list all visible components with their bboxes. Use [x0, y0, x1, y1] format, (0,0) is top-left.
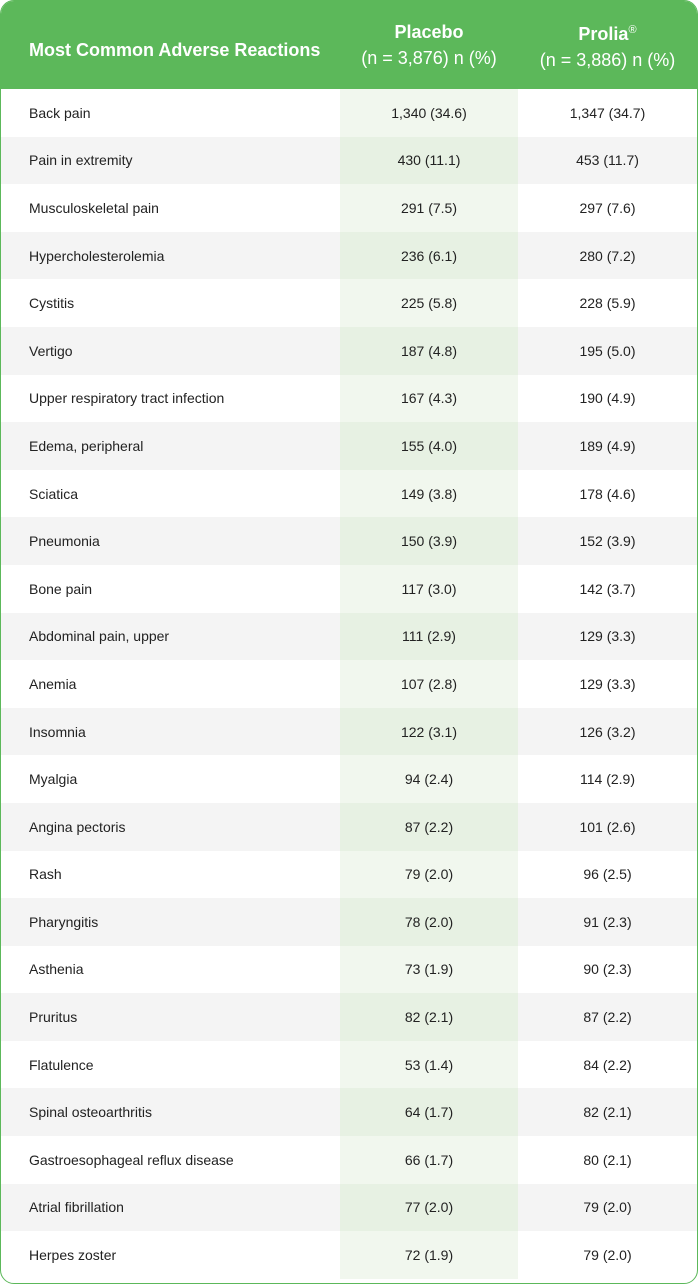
prolia-value: 129 (3.3) [579, 675, 636, 692]
prolia-value: 126 (3.2) [579, 723, 636, 740]
table-row [1, 1041, 697, 1089]
prolia-value: 189 (4.9) [579, 437, 636, 454]
reaction-label: Sciatica [29, 485, 79, 502]
reaction-label: Rash [29, 866, 62, 883]
prolia-value: 84 (2.2) [583, 1056, 632, 1073]
reaction-label: Vertigo [29, 342, 73, 359]
reaction-label: Myalgia [29, 771, 78, 788]
prolia-value: 178 (4.6) [579, 485, 636, 502]
reaction-label: Gastroesophageal reflux disease [29, 1151, 234, 1168]
table-row [1, 708, 697, 756]
reaction-label: Insomnia [29, 723, 86, 740]
table-row [1, 1184, 697, 1232]
reaction-label: Pruritus [29, 1009, 78, 1026]
header-prolia-title-wrap [578, 17, 636, 47]
reaction-label: Abdominal pain, upper [29, 628, 170, 645]
reaction-label: Musculoskeletal pain [29, 199, 159, 216]
placebo-value: 78 (2.0) [340, 898, 518, 946]
placebo-value: 150 (3.9) [340, 517, 518, 565]
prolia-value: 114 (2.9) [580, 771, 635, 788]
reaction-label: Pneumonia [29, 533, 100, 550]
placebo-value: 1,340 (34.6) [340, 89, 518, 137]
prolia-value: 96 (2.5) [583, 866, 632, 883]
placebo-value: 236 (6.1) [340, 232, 518, 280]
reaction-label: Asthenia [29, 961, 84, 978]
table-row [1, 851, 697, 899]
header-placebo-title: Placebo [394, 22, 464, 42]
placebo-value: 149 (3.8) [340, 470, 518, 518]
table-row [1, 279, 697, 327]
table-row [1, 803, 697, 851]
reaction-label: Upper respiratory tract infection [29, 390, 225, 407]
prolia-value: 90 (2.3) [583, 961, 632, 978]
placebo-value: 225 (5.8) [340, 279, 518, 327]
table-row [1, 613, 697, 661]
header-placebo-sub: (n = 3,876) n (%) [361, 48, 497, 68]
placebo-value: 111 (2.9) [340, 613, 518, 661]
reaction-label: Bone pain [29, 580, 93, 597]
table-row [1, 1088, 697, 1136]
table-row [1, 327, 697, 375]
prolia-value: 91 (2.3) [583, 913, 632, 930]
reaction-label: Pain in extremity [29, 152, 133, 169]
placebo-value: 73 (1.9) [340, 946, 518, 994]
table-row [1, 89, 697, 137]
table-body [1, 89, 697, 1279]
reaction-label: Pharyngitis [29, 913, 99, 930]
table-row [1, 137, 697, 185]
prolia-value: 228 (5.9) [579, 295, 636, 312]
header-placebo [340, 1, 518, 89]
header-prolia [518, 1, 697, 89]
placebo-value: 122 (3.1) [340, 708, 518, 756]
placebo-value: 87 (2.2) [340, 803, 518, 851]
registered-mark: ® [628, 24, 637, 36]
header-prolia-title: Prolia [578, 24, 629, 44]
prolia-value: 129 (3.3) [579, 628, 636, 645]
table-row [1, 898, 697, 946]
placebo-value: 187 (4.8) [340, 327, 518, 375]
placebo-value: 79 (2.0) [340, 851, 518, 899]
prolia-value: 101 (2.6) [579, 818, 636, 835]
table-row [1, 1231, 697, 1279]
placebo-value: 72 (1.9) [340, 1231, 518, 1279]
reaction-label: Flatulence [29, 1056, 94, 1073]
table-row [1, 946, 697, 994]
reaction-label: Herpes zoster [29, 1247, 117, 1264]
prolia-value: 87 (2.2) [583, 1009, 632, 1026]
prolia-value: 79 (2.0) [583, 1247, 632, 1264]
placebo-value: 53 (1.4) [340, 1041, 518, 1089]
placebo-value: 82 (2.1) [340, 993, 518, 1041]
reaction-label: Cystitis [29, 295, 75, 312]
table-row [1, 517, 697, 565]
table-row [1, 375, 697, 423]
table-row [1, 232, 697, 280]
reaction-label: Angina pectoris [29, 818, 126, 835]
placebo-value: 77 (2.0) [340, 1184, 518, 1232]
placebo-value: 430 (11.1) [340, 137, 518, 185]
placebo-value: 291 (7.5) [340, 184, 518, 232]
table-row [1, 660, 697, 708]
prolia-value: 453 (11.7) [576, 152, 639, 169]
table-row [1, 755, 697, 803]
prolia-value: 297 (7.6) [579, 199, 636, 216]
table-row [1, 184, 697, 232]
table-row [1, 993, 697, 1041]
prolia-value: 142 (3.7) [579, 580, 636, 597]
prolia-value: 1,347 (34.7) [569, 104, 646, 121]
header-label: Most Common Adverse Reactions [29, 39, 321, 60]
placebo-value: 66 (1.7) [340, 1136, 518, 1184]
prolia-value: 190 (4.9) [579, 390, 636, 407]
placebo-value: 94 (2.4) [340, 755, 518, 803]
prolia-value: 80 (2.1) [583, 1151, 632, 1168]
reaction-label: Back pain [29, 104, 91, 121]
reaction-label: Edema, peripheral [29, 437, 144, 454]
placebo-value: 64 (1.7) [340, 1088, 518, 1136]
placebo-value: 117 (3.0) [340, 565, 518, 613]
table-row [1, 565, 697, 613]
table-header [1, 1, 697, 89]
header-prolia-sub: (n = 3,886) n (%) [539, 50, 676, 70]
table-row [1, 422, 697, 470]
prolia-value: 195 (5.0) [579, 342, 636, 359]
reaction-label: Anemia [29, 675, 77, 692]
placebo-value: 107 (2.8) [340, 660, 518, 708]
reaction-label: Atrial fibrillation [29, 1199, 124, 1216]
placebo-value: 167 (4.3) [340, 375, 518, 423]
prolia-value: 79 (2.0) [583, 1199, 632, 1216]
reaction-label: Hypercholesterolemia [29, 247, 165, 264]
table-row [1, 470, 697, 518]
prolia-value: 152 (3.9) [579, 533, 636, 550]
prolia-value: 82 (2.1) [583, 1104, 632, 1121]
table-row [1, 1136, 697, 1184]
placebo-value: 155 (4.0) [340, 422, 518, 470]
reaction-label: Spinal osteoarthritis [29, 1104, 152, 1121]
prolia-value: 280 (7.2) [579, 247, 636, 264]
